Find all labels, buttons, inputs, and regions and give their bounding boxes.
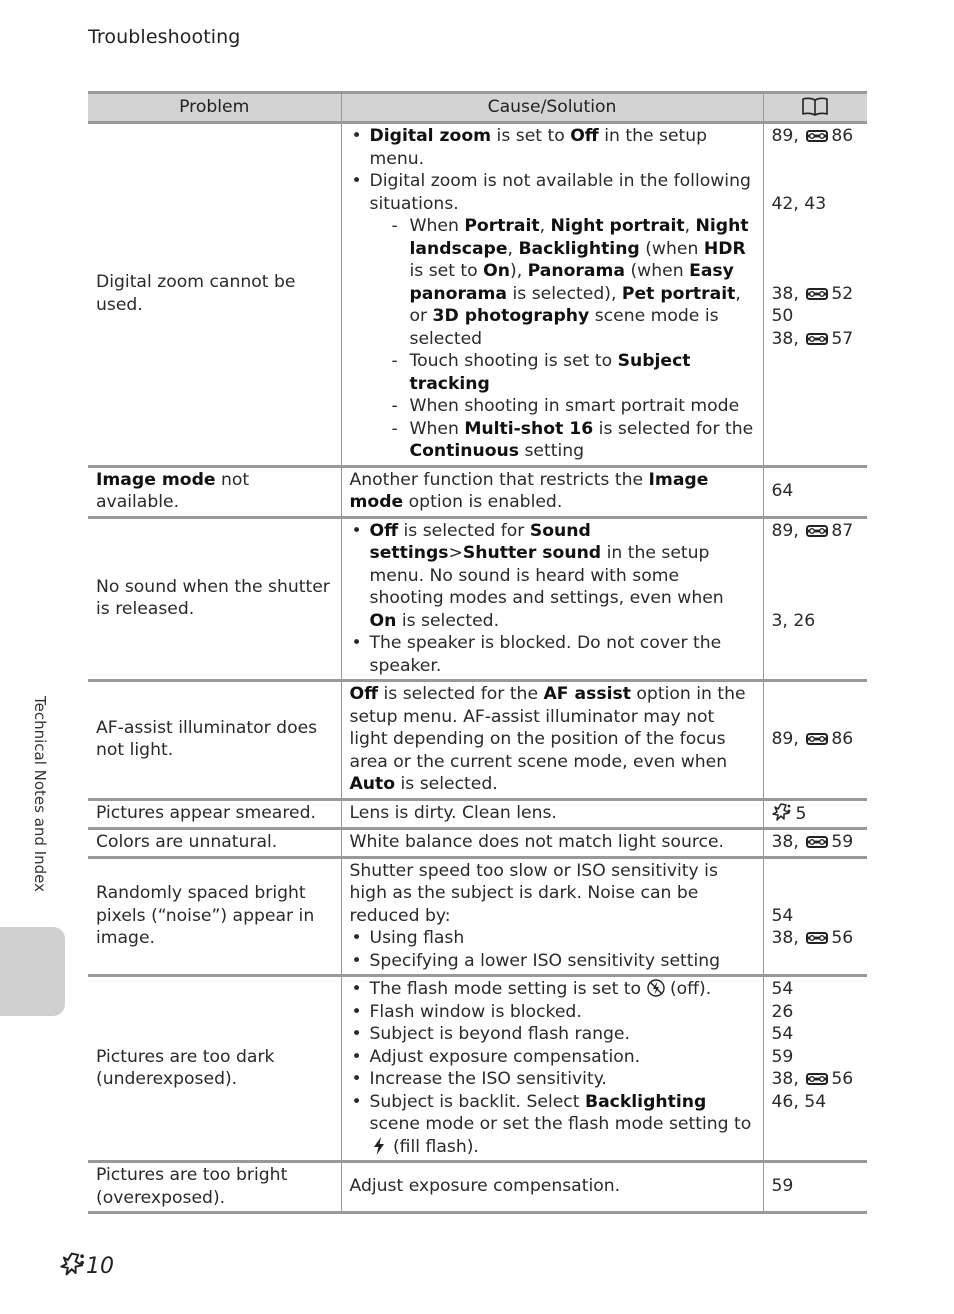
list-item: • Flash window is blocked.: [350, 1001, 756, 1024]
pages-cell: 89, 86: [763, 681, 867, 800]
cause-cell: [341, 517, 763, 681]
technical-notes-icon: [60, 1251, 86, 1277]
troubleshooting-table: [88, 91, 867, 1214]
list-item: - When Portrait, Night portrait, Night landscape, Backlighting (when HDR is set to On), Panorama (when Easy panorama is selected), Pet portrait, or 3D photography scene mode is selected: [370, 215, 756, 350]
problem-cell: No sound when the shutter is released.: [88, 517, 341, 681]
table-row: [88, 517, 867, 681]
header-cause-solution: Cause/Solution: [341, 93, 763, 123]
problem-cell: Pictures are too bright (overexposed).: [88, 1162, 341, 1213]
list-item: • Increase the ISO sensitivity.: [350, 1068, 756, 1091]
list-item: - Touch shooting is set to Subject tracking: [370, 350, 756, 395]
reference-section-icon: [806, 130, 828, 142]
table-row: [88, 466, 867, 517]
page-header: Troubleshooting: [88, 26, 241, 48]
header-problem: Problem: [88, 93, 341, 123]
table-row: [88, 976, 867, 1162]
list-item: • Specifying a lower ISO sensitivity setting: [350, 950, 756, 973]
section-side-label: Technical Notes and Index: [31, 696, 49, 893]
reference-section-icon: [806, 733, 828, 745]
list-item: • Subject is backlit. Select Backlighting scene mode or set the flash mode setting to (fill flash).: [350, 1091, 756, 1159]
problem-cell: Randomly spaced bright pixels (“noise”) appear in image.: [88, 857, 341, 976]
flash-off-icon: [647, 978, 665, 998]
list-item: • Using flash: [350, 927, 756, 950]
list-item: • The flash mode setting is set to (off).: [350, 978, 756, 1001]
problem-cell: Pictures appear smeared.: [88, 799, 341, 829]
cause-cell: Shutter speed too slow or ISO sensitivity is high as the subject is dark. Noise can be reduced by: • Using flash • Specifying a lower ISO sensitivity setting: [341, 857, 763, 976]
fill-flash-icon: [370, 1136, 388, 1156]
cause-cell: [341, 976, 763, 1162]
table-row: [88, 829, 867, 858]
book-icon: [801, 96, 829, 116]
reference-section-icon: [806, 932, 828, 944]
list-item: - When Multi-shot 16 is selected for the Continuous setting: [370, 418, 756, 463]
technical-notes-icon: [772, 802, 792, 822]
pages-cell: 64: [763, 466, 867, 517]
cause-cell: Off is selected for the AF assist option in the setup menu. AF-assist illuminator may not light depending on the position of the focus area or the current scene mode, even when Auto is selected.: [341, 681, 763, 800]
reference-section-icon: [806, 1073, 828, 1085]
pages-cell: 59: [763, 1162, 867, 1213]
problem-cell: Pictures are too dark (underexposed).: [88, 976, 341, 1162]
table-row: [88, 857, 867, 976]
section-thumb-tab: [0, 927, 65, 1016]
table-row: [88, 799, 867, 829]
cause-cell: Another function that restricts the Image mode option is enabled.: [341, 466, 763, 517]
pages-cell: 54 26 54 59 38, 56 46, 54: [763, 976, 867, 1162]
header-pages: [763, 93, 867, 123]
table-header-row: [88, 93, 867, 123]
reference-section-icon: [806, 836, 828, 848]
page-number: 10: [60, 1251, 114, 1279]
reference-section-icon: [806, 288, 828, 300]
table-row: [88, 1162, 867, 1213]
pages-cell: 54 38, 56: [763, 857, 867, 976]
list-item: • Digital zoom is not available in the following situations. - When Portrait, Night portrait, Night landscape, Backlighting (when HDR is set to On), Panorama (when Easy panorama is selected), Pet portrait, or 3D photography scene mode is selected - Touch shooting is set to Subject tracking - When shooting in smart portrait mode - When Multi-shot 16 is selected for the Continuous setting: [350, 170, 756, 463]
problem-cell: Image mode not available.: [88, 466, 341, 517]
table-row: [88, 681, 867, 800]
list-item: • Subject is beyond flash range.: [350, 1023, 756, 1046]
list-item: - When shooting in smart portrait mode: [370, 395, 756, 418]
problem-cell: AF-assist illuminator does not light.: [88, 681, 341, 800]
pages-cell: 38, 59: [763, 829, 867, 858]
problem-cell: Colors are unnatural.: [88, 829, 341, 858]
list-item: • Digital zoom is set to Off in the setup menu.: [350, 125, 756, 170]
cause-cell: White balance does not match light source.: [341, 829, 763, 858]
reference-section-icon: [806, 525, 828, 537]
table-row: [88, 123, 867, 467]
pages-cell: 5: [763, 799, 867, 829]
cause-cell: Lens is dirty. Clean lens.: [341, 799, 763, 829]
cause-cell: Adjust exposure compensation.: [341, 1162, 763, 1213]
problem-cell: Digital zoom cannot be used.: [88, 123, 341, 467]
pages-cell: 89, 87 3, 26: [763, 517, 867, 681]
cause-cell: [341, 123, 763, 467]
list-item: • Off is selected for Sound settings>Shutter sound in the setup menu. No sound is heard with some shooting modes and settings, even when On is selected.: [350, 520, 756, 633]
reference-section-icon: [806, 333, 828, 345]
pages-cell: 89, 86 42, 43 38, 52 50 38, 57: [763, 123, 867, 467]
list-item: • Adjust exposure compensation.: [350, 1046, 756, 1069]
list-item: • The speaker is blocked. Do not cover the speaker.: [350, 632, 756, 677]
